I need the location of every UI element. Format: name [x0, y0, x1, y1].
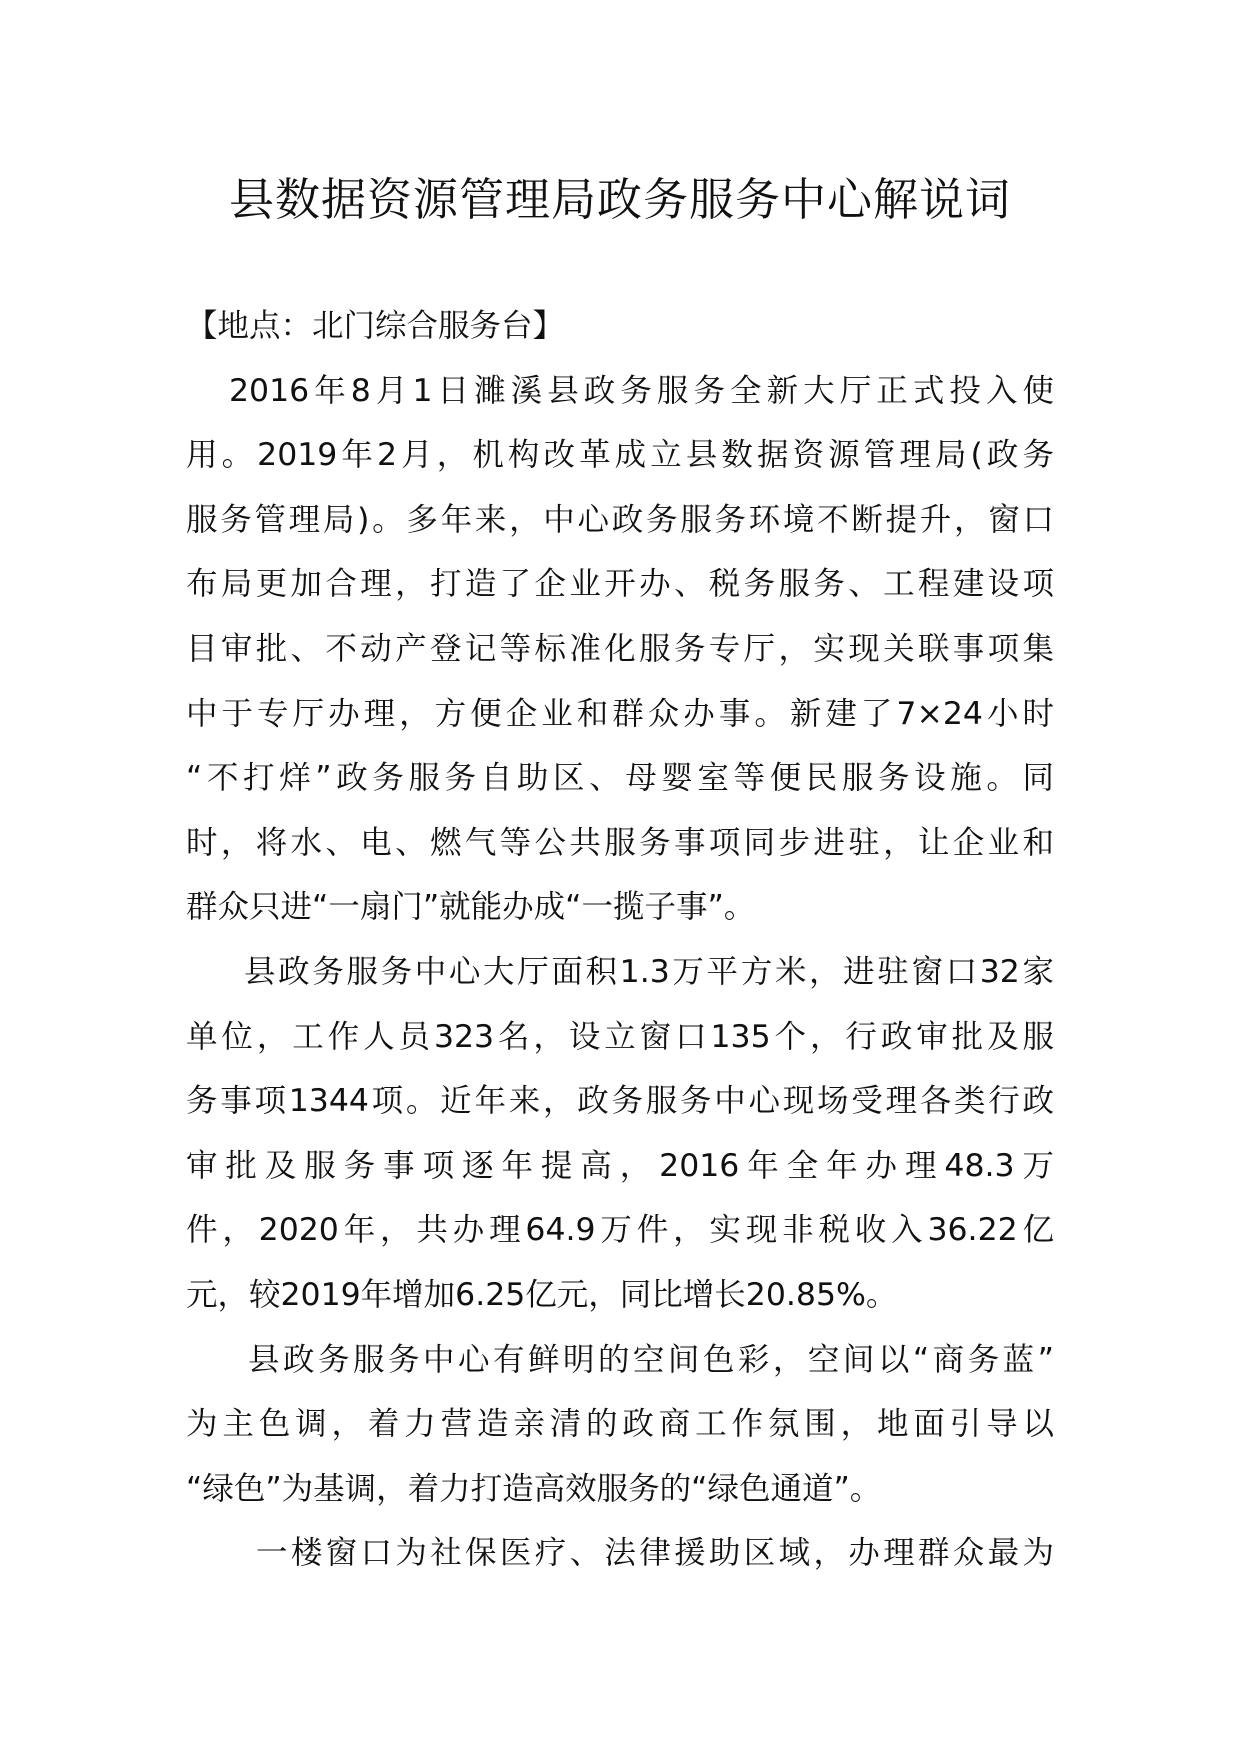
paragraph-3-line-2: 为主色调，着力营造亲清的政商工作氛围，地面引导以 [186, 1406, 1054, 1443]
paragraph-1-line-4: 布局更加合理，打造了企业开办、税务服务、工程建设项 [186, 566, 1054, 603]
paragraph-1-line-2: 用。2019年2月，机构改革成立县数据资源管理局(政务 [186, 437, 1054, 474]
paragraph-2-line-2: 单位，工作人员323名，设立窗口135个，行政审批及服 [186, 1018, 1054, 1055]
paragraph-1-line-7: “不打烊”政务服务自助区、母婴室等便民服务设施。同 [186, 760, 1054, 797]
paragraph-1-line-9: 群众只进“一扇门”就能办成“一揽子事”。 [186, 889, 756, 926]
paragraph-3-line-3: “绿色”为基调，着力打造高效服务的“绿色通道”。 [186, 1470, 882, 1507]
paragraph-2-line-5: 件，2020年，共办理64.9万件，实现非税收入36.22亿 [186, 1212, 1054, 1249]
location-heading: 【地点：北门综合服务台】 [186, 308, 565, 344]
paragraph-2-line-1: 县政务服务中心大厅面积1.3万平方米，进驻窗口32家 [244, 953, 1054, 990]
paragraph-3-line-1: 县政务服务中心有鲜明的空间色彩，空间以“商务蓝” [248, 1341, 1054, 1378]
paragraph-1-line-5: 目审批、不动产登记等标准化服务专厅，实现关联事项集 [186, 630, 1054, 667]
document-title: 县数据资源管理局政务服务中心解说词 [228, 173, 1011, 226]
paragraph-1-line-1: 2016年8月1日濉溪县政务服务全新大厅正式投入使 [229, 372, 1054, 409]
document-body [186, 294, 1054, 1586]
paragraph-2-line-4: 审批及服务事项逐年提高，2016年全年办理48.3万 [186, 1147, 1054, 1184]
paragraph-2-line-3: 务事项1344项。近年来，政务服务中心现场受理各类行政 [186, 1083, 1054, 1120]
paragraph-1-line-3: 服务管理局)。多年来，中心政务服务环境不断提升，窗口 [186, 501, 1054, 538]
paragraph-4-line-1: 一楼窗口为社保医疗、法律援助区域，办理群众最为 [256, 1535, 1054, 1572]
paragraph-2-line-6: 元，较2019年增加6.25亿元，同比增长20.85%。 [186, 1276, 898, 1313]
paragraph-1-line-8: 时，将水、电、燃气等公共服务事项同步进驻，让企业和 [186, 824, 1054, 861]
paragraph-1-line-6: 中于专厅办理，方便企业和群众办事。新建了7×24小时 [186, 695, 1054, 732]
